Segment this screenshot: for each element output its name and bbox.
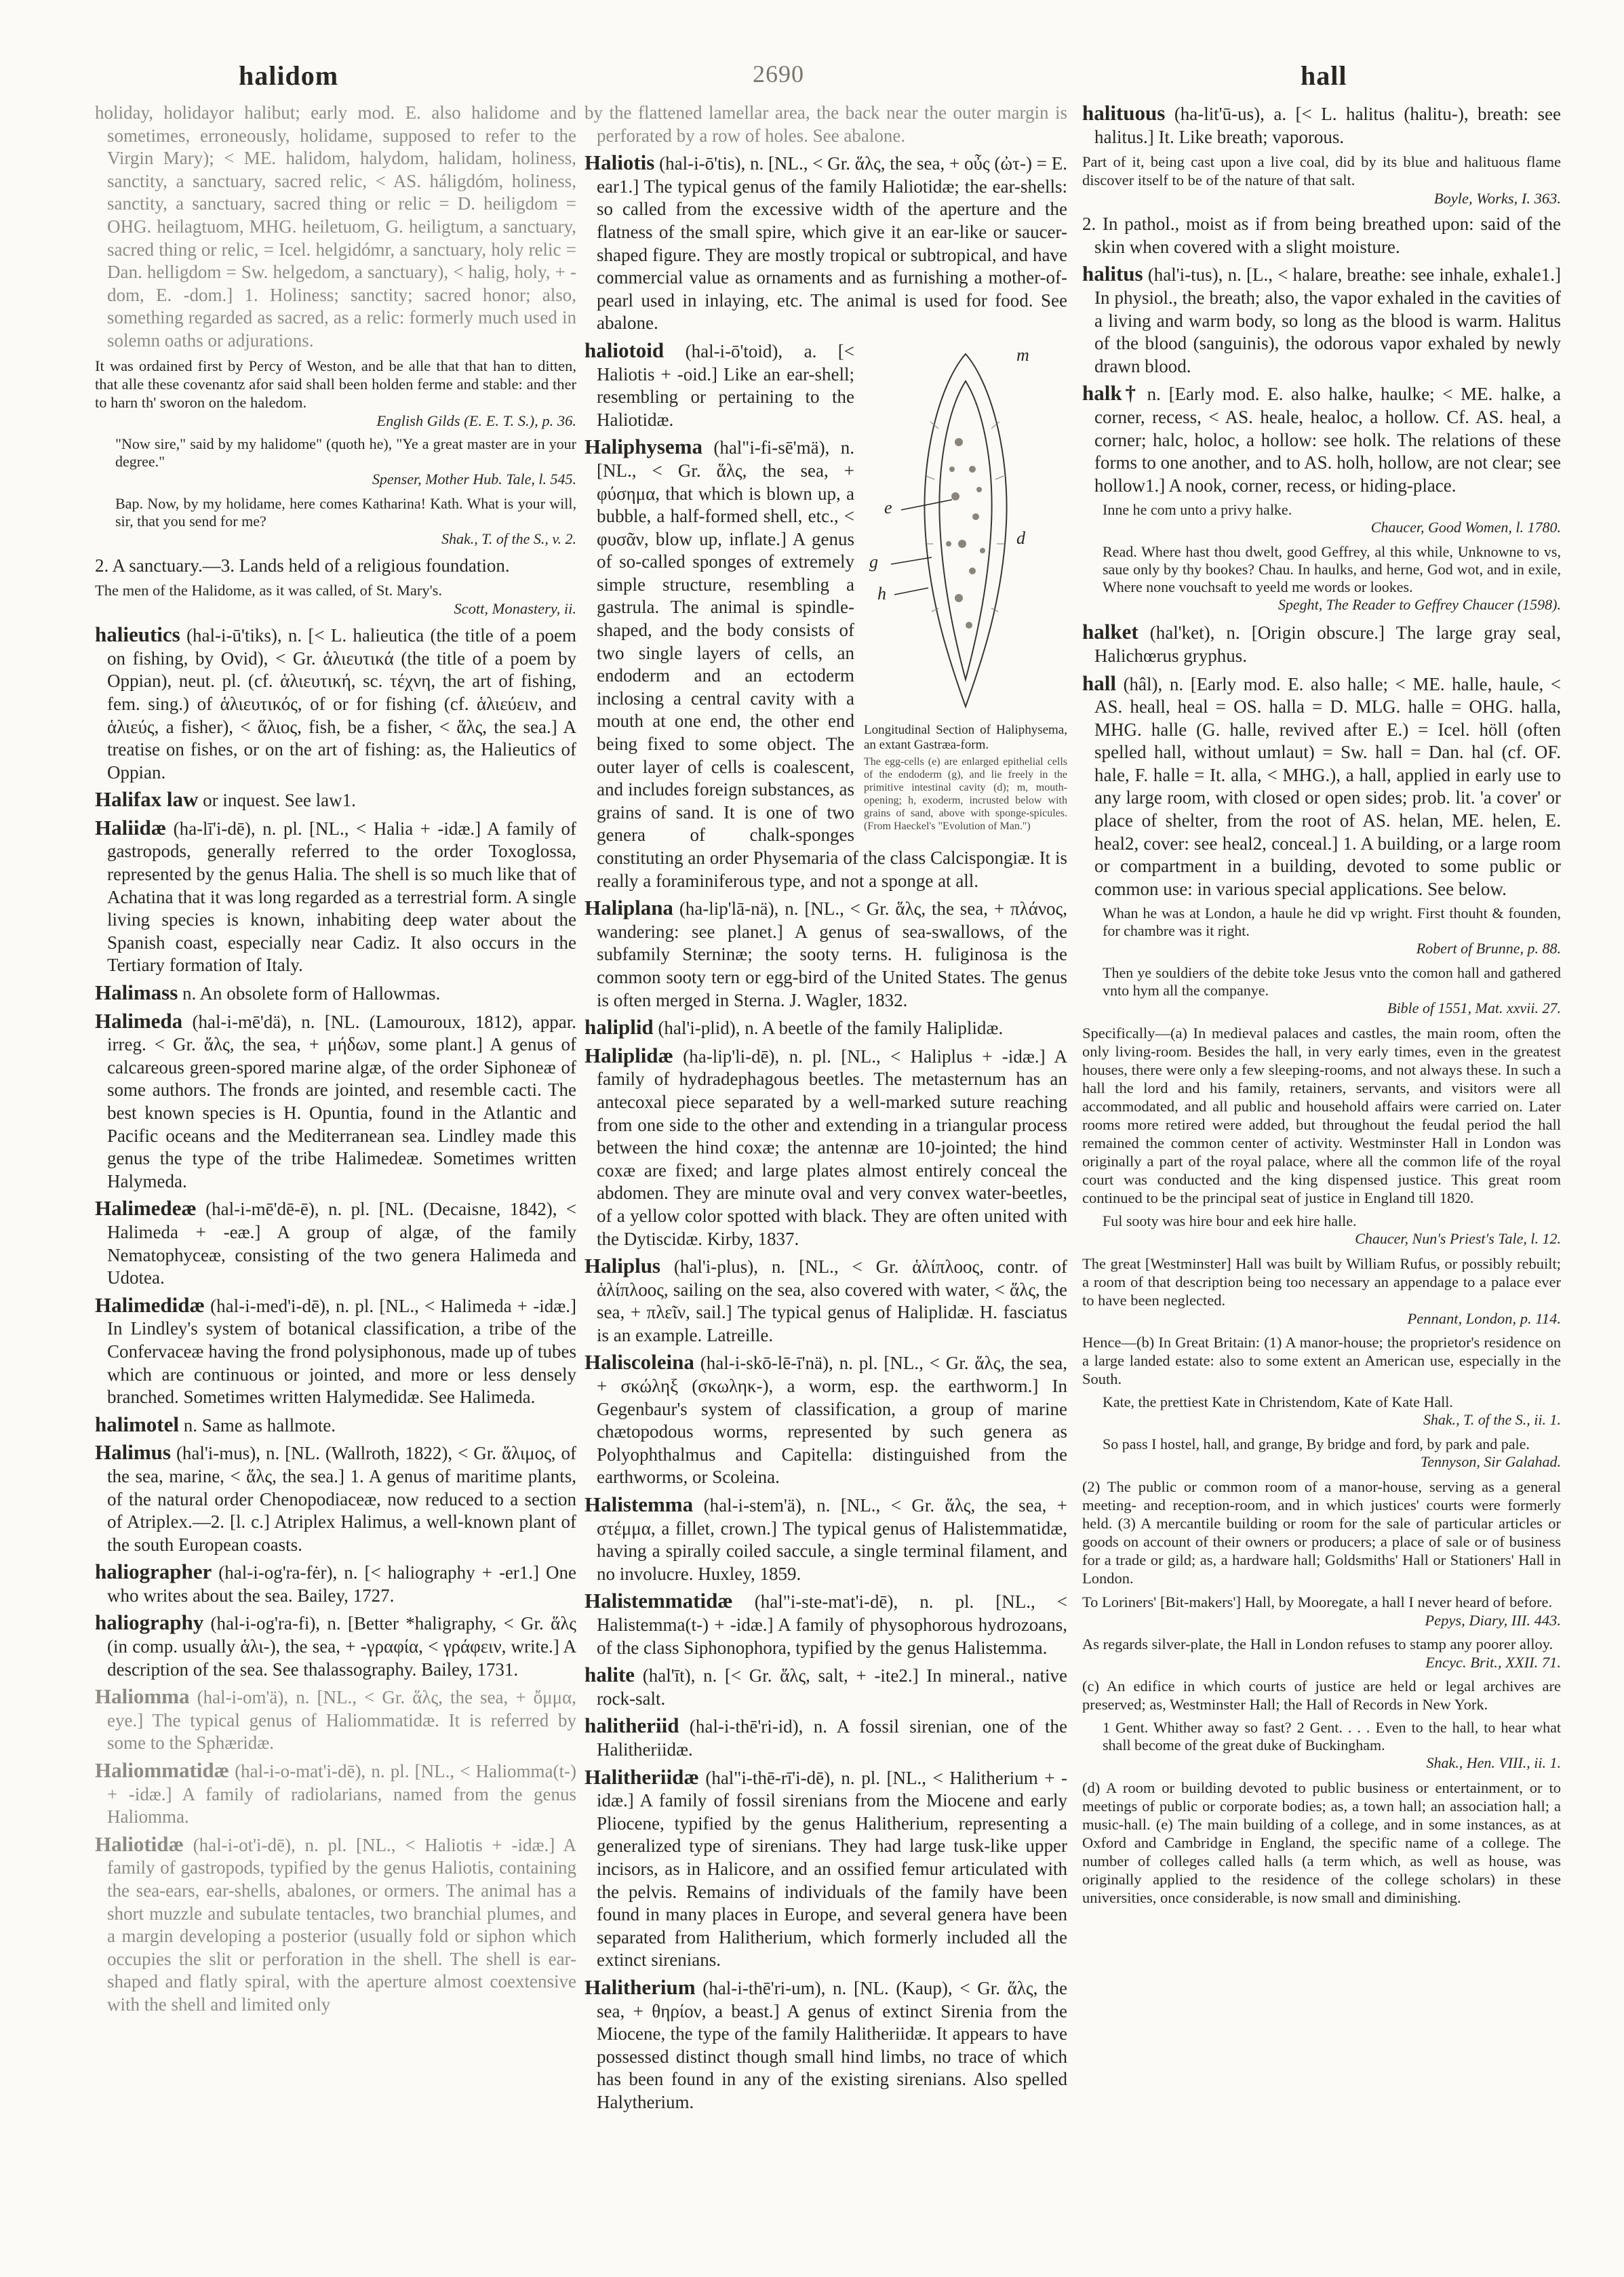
quote-text: Read. Where hast thou dwelt, good Geffrey, al this while, Unknowne to vs, saue only by thy bookes? Chau. In haulks, and herne, God wot, and in exile, Where none vouchsaft to yeeld me words or lookes. [1103,543,1561,596]
quote-text: It was ordained first by Percy of Weston, and be alle that that han to ditten, that alle these covenantz afor said shall been holden ferme and stable: and ther to harn th' sworon on the haledom. [95,357,576,411]
dictionary-entry [585,1254,1067,1347]
dictionary-entry [585,1351,1067,1489]
dictionary-entry [1082,262,1561,378]
quote-text: 1 Gent. Whither away so fast? 2 Gent. . . . Even to the hall, to hear what shall become of the great duke of Buckingham. [1103,1719,1561,1754]
quote-text: Part of it, being cast upon a live coal, did by its blue and halituous flame discover itself to be of the nature of that salt. [1082,153,1561,189]
dictionary-entry [95,623,576,784]
dictionary-entry [95,1197,576,1289]
entry-text: (hal-i-mē'dä), n. [NL. (Lamouroux, 1812), appar. irreg. < Gr. ἅλς, the sea, + μήδων, some plant.] A genus of calcareous green-spored marine algæ, of the order Siphoneæ of some authors. The fronds are jointed, and resemble cacti. The best known species is H. Opuntia, found in the Atlantic and Pacific oceans and the Mediterranean sea. Lindley made this genus the type of the tribe Halimedeæ. Sometimes written Halymeda. [107,1011,576,1191]
quote-text: Hence—(b) In Great Britain: (1) A manor-house; the proprietor's residence on a large landed estate: also to some extent an American use, especially in the South. [1082,1334,1561,1388]
citation-quote [1103,964,1561,1017]
usage-note [1082,1779,1561,1907]
dictionary-entry [1082,102,1561,148]
entry-text: (ha-lit'ū-us), a. [< L. halitus (halitu-), breath: see halitus.] It. Like breath; vaporous. [1094,104,1561,147]
quote-text: Inne he com unto a privy halke. [1103,501,1292,519]
entry-text: (hal-i-og'ra-fėr), n. [< haliography + -er1.] One who writes about the sea. Bailey, 1727. [107,1562,577,1606]
entry-text: n. [Early mod. E. also halke, haulke; < ME. halke, a corner, recess, < AS. heale, healoc, a hollow. Cf. AS. heal, a corner; halc, holoc, a hollow: see holk. The relations of these forms to one another, and to AS. holh, hollow, are not clear; see hollow1.] A nook, corner, recess, or hiding-place. [1094,384,1561,496]
dictionary-entry [585,896,1067,1012]
entry-text: (hal'i-tus), n. [L., < halare, breathe: see inhale, exhale1.] In physiol., the breath; also, the vapor exhaled in the cavities of a living and warm body, so long as the blood is warm. Halitus of the blood (sanguinis), the odorous vapor exhaled by newly drawn blood. [1094,264,1561,376]
dictionary-entry [585,1714,1067,1761]
haliphysema-figure [864,340,1067,833]
usage-note [95,357,576,430]
entry-text: (ha-lī'i-dē), n. pl. [NL., < Halia + -idæ.] A family of gastropods, generally referred to the order Toxoglossa, represented by the genus Halia. The shell is so much like that of Achatina that it was long regarded as a terrestrial form. A single living species is known, inhabiting deep water about the Spanish coast, especially near Cadiz. It also occurs in the Tertiary formation of Italy. [107,818,576,976]
headword: Haliotis [585,151,655,175]
quote-source: Bible of 1551, Mat. xxvii. 27. [1387,999,1561,1017]
headword: Haliplana [585,896,673,920]
quote-source: Pennant, London, p. 114. [1407,1310,1561,1328]
headword: haliotoid [585,338,665,362]
dictionary-entry [95,1759,576,1829]
entry-text: by the flattened lamellar area, the back near the outer margin is perforated by a row of holes. See abalone. [585,102,1067,146]
headword: halite [585,1663,635,1687]
entry-text: (hâl), n. [Early mod. E. also halle; < ME. halle, haule, < AS. heall, heal = OS. halla = D. MLG. halle = OHG. halla, MHG. halle (G. halle, revived after E.) = Icel. höll (often spelled hall, without umlaut) = Sw. hall = Dan. hal (cf. OF. hale, F. halle = It. alla, < MHG.), a hall, applied in early use to any large room, with closed or open sides; prob. lit. 'a cover' or place of shelter, from the root of AS. helan, ME. helen, E. heal2, cover: see heal2, conceal.] 1. A building, or a large room or compartment in a building, devoted to some public or common use: in various special applications. See below. [1094,673,1562,899]
dictionary-entry [95,1441,576,1556]
citation-quote [1103,1212,1561,1248]
dictionary-entry [95,1560,576,1607]
headword: Halitherium [585,1975,696,1999]
entry-text: n. An obsolete form of Hallowmas. [182,983,441,1004]
running-head-left: halidom [239,60,339,91]
entry-text: (hal-i-ū'tiks), n. [< L. halieutica (the title of a poem on fishing, by Ovid), < Gr. ἁλιευτικά (the title of a poem by Oppian), neut. pl. (cf. ἁλιευτική, sc. τέχνη, the art of fishing, fem. sing.) of ἁλιευτικός, of or for fishing (cf. ἁλιεύειν, and ἁλιεύς, a fisher), < ἅλιος, fish, be a fisher, < ἅλς, the sea.] A treatise on fishes, or on the art of fishing: as, the Halieutics of Oppian. [107,625,577,783]
usage-note [1082,1024,1561,1207]
headword: Haliommatidæ [95,1758,230,1783]
headword: haliographer [95,1560,212,1584]
usage-note [95,581,576,618]
dictionary-entry [585,1016,1067,1040]
quote-text: Specifically—(a) In medieval palaces and castles, the main room, often the only living-room. Besides the hall, in very early times, even in the greatest houses, there were only a few sleeping-rooms, and not always these. In such a hall the lord and his family, retainers, servants, and visitors were all accommodated, and all public and household affairs were carried on. Later rooms more retired were added, but throughout the feudal period the hall remained the common center of activity. Westminster Hall in London was originally a part of the royal palace, where all the common life of the royal court was conducted and the king dispensed justice. This great room continued to be the principal seat of justice in England till 1820. [1082,1025,1561,1207]
usage-note [1082,1478,1561,1587]
citation-quote [1103,905,1561,957]
entry-text: (hal"i-thē-rī'i-dē), n. pl. [NL., < Halitherium + -idæ.] A family of fossil sirenians from the Miocene and early Pliocene, typified by the genus Halitherium, representing a generalized type of sirenians. They had large tusk-like upper incisors, as in Halicore, and an ossified femur articulated with the pelvis. Remains of individuals of the family have been found in many places in Europe, and several genera have been separated from Halitherium, which formerly included all the extinct sirenians. [597,1767,1068,1971]
dictionary-entry [585,151,1067,335]
headword: hall [1082,671,1116,695]
running-head-right: hall [1301,60,1347,91]
headword: Halitheriidæ [585,1764,699,1789]
entry-text: (hal-i-mē'dē-ē), n. pl. [NL. (Decaisne, 1842), < Halimeda + -eæ.] A group of algæ, of the family Nematophyceæ, consisting of the two genera Halimeda and Udotea. [107,1199,576,1288]
column-2 [585,102,1067,2118]
entry-text: (hal"i-ste-mat'i-dē), n. pl. [NL., < Halistemma(t-) + -idæ.] A family of physophorous hydrozoans, of the class Siphonophora, typified by the genus Halistemma. [597,1591,1067,1658]
entry-text: (hal'i-plid), n. A beetle of the family Haliplidæ. [658,1018,1004,1039]
dictionary-entry [1082,672,1561,901]
entry-text: (hal-i-og'ra-fi), n. [Better *haligraphy, < Gr. ἅλς (in comp. usually ἁλι-), the sea, + -γραφία, < γράφειν, write.] A description of the sea. See thalassography. Bailey, 1731. [107,1613,576,1680]
dictionary-entry [585,1044,1067,1250]
dictionary-entry [585,1976,1067,2114]
dictionary-entry [95,1833,576,2017]
headword: halimotel [95,1412,179,1436]
quote-text: (d) A room or building devoted to public business or entertainment, or to meetings of public or corporate bodies; as, a town hall; an association hall; a music-hall. (e) The main building of a college, and in some instances, as at Oxford and Cambridge in England, the specific name of a college. The number of colleges called halls (a term which, as well as house, was originally applied to the residence of the college scholars) in these universities, once considerable, is now small and diminishing. [1082,1779,1561,1907]
entry-text: (hal-i-o-mat'i-dē), n. pl. [NL., < Haliomma(t-) + -idæ.] A family of radiolarians, named from the genus Haliomma. [107,1761,576,1827]
entry-text: or inquest. See law1. [203,790,356,811]
headword: Haliplus [585,1254,660,1278]
dictionary-entry [1082,382,1561,497]
quote-source: Scott, Monastery, ii. [454,600,576,618]
quote-text: Kate, the prettiest Kate in Christendom, Kate of Kate Hall. [1103,1393,1453,1411]
figure-note: The egg-cells (e) are enlarged epithelial cells of the endoderm (g), and lie freely in the primitive intestinal cavity (d); m, mouth-opening; h, exoderm, incrusted below with grains of sand, above with sponge-spicules. (From Haeckel's "Evolution of Man.") [864,755,1067,832]
dictionary-entry [95,555,576,578]
headword: Halistemma [585,1492,694,1517]
citation-quote [1103,1436,1561,1471]
headword: halket [1082,620,1138,644]
quote-text: The men of the Halidome, as it was called, of St. Mary's. [95,582,443,599]
entry-text: (hal-i-ō'toid), a. [< Haliotis + -oid.] Like an ear-shell; resembling or pertaining to the Haliotidæ. [597,340,854,430]
quote-source: Robert of Brunne, p. 88. [1416,940,1561,957]
entry-text: (ha-lip'li-dē), n. pl. [NL., < Haliplus + -idæ.] A family of hydradephagous beetles. The metasternum has an antecoxal piece separated by a well-marked suture reaching from one side to the other and extending in a triangular process between the hind coxæ; the antennæ are 10-jointed; the hind coxæ are fixed; and large plates almost entirely conceal the abdomen. They are minute oval and very convex water-beetles, of a yellow color spotted with black. They are often united with the Dytiscidæ. Kirby, 1837. [597,1046,1067,1249]
citation-quote [1103,1393,1561,1429]
dictionary-entry [585,1493,1067,1585]
label-m: m [1016,344,1029,365]
entry-text: (hal'i-mus), n. [NL. (Wallroth, 1822), < Gr. ἅλιμος, of the sea, marine, < ἅλς, the sea.] 1. A genus of maritime plants, of the natural order Chenopodiaceæ, now reduced to a section of Atriplex.—2. [l. c.] Atriplex Halimus, a well-known plant of the south European coasts. [107,1443,576,1555]
entry-text: n. Same as hallmote. [183,1414,336,1436]
entry-text: (hal-i-thē'ri-um), n. [NL. (Kaup), < Gr. ἅλς, the sea, + θηρίον, a beast.] A genus of extinct Sirenia from the Miocene, the type of the family Halitheriidæ. It appears to have possessed distinct though small hind limbs, no trace of which has been found in any of the existing sirenians. Also spelled Halytherium. [597,1977,1067,2112]
headword: Haliplidæ [585,1043,673,1067]
headword: Haliscoleina [585,1350,694,1374]
quote-source: Chaucer, Nun's Priest's Tale, l. 12. [1355,1230,1561,1248]
inner-cavity-outline [939,381,991,679]
citation-quote [115,435,576,488]
usage-note [1082,1333,1561,1388]
label-g: g [869,551,878,572]
usage-note [1082,153,1561,207]
quote-source: Spenser, Mother Hub. Tale, l. 545. [372,470,576,488]
quote-source: Boyle, Works, I. 363. [1433,190,1561,207]
quote-text: Ful sooty was hire bour and eek hire halle. [1103,1212,1357,1230]
dictionary-entry [95,1413,576,1438]
entry-text: (hal-i-ō'tis), n. [NL., < Gr. ἅλς, the sea, + οὖς (ὠτ-) = E. ear1.] The typical genus of the family Haliotidæ; the ear-shells: so called from the excessive width of the aperture and the flatness of the small spire, which give it an ear-like or saucer-shaped figure. They are mostly tropical or subtropical, and have commercial value as ornaments and as furnishing a mother-of-pearl used in inlaying, etc. The animal is used for food. See abalone. [597,153,1067,334]
haliphysema-illustration [864,340,1067,720]
label-e: e [884,497,892,517]
headword: haliplid [585,1015,654,1040]
dictionary-entry [95,1611,576,1681]
dictionary-entry [585,1663,1067,1710]
quote-source: Shak., Hen. VIII., ii. 1. [1426,1754,1561,1772]
usage-note [1082,1593,1561,1629]
headword: halitheriid [585,1714,679,1738]
quote-text: (2) The public or common room of a manor-house, serving as a general meeting- and reception-room, and in which justices' courts were formerly held. (3) A mercantile building or room for the sale of particular articles or goods on account of their owners or producers; a place of sale or of business for a trade or gild; as, a hardware hall; Goldsmiths' Hall or Stationers' Hall in London. [1082,1478,1561,1587]
entry-text: 2. In pathol., moist as if from being breathed upon: said of the skin when covered with a slight moisture. [1082,214,1561,257]
entry-text: (hal"i-fi-sē'mä), n. [NL., < Gr. ἅλς, the sea, + φύσημα, that which is blown up, a bubble, a half-formed shell, etc., < φυσᾶν, blow up, inflate.] A genus of so-called sponges of extremely simple structure, resembling a gastrula. The animal is spindle-shaped, and the body consists of two single layers of cells, an endoderm and an ectoderm inclosing a central cavity with a mouth at one end, the other end being fixed to some object. The outer layer of cells is coalescent, and includes foreign substances, as grains of sand. It is one of two genera of chalk-sponges constituting an order Physemaria of the class Calcispongiæ. It is really a foraminiferous type, and not a sponge at all. [597,437,1067,891]
headword: Halimedeæ [95,1196,197,1221]
entry-text: (hal-i-stem'ä), n. [NL., < Gr. ἅλς, the sea, + στέμμα, a fillet, crown.] The typical genus of Halistemmatidæ, having a spirally coiled saccule, a single terminal filament, and no involucre. Huxley, 1859. [597,1495,1068,1584]
entry-text: (hal-i-ot'i-dē), n. pl. [NL., < Haliotis + -idæ.] A family of gastropods, typified by the genus Haliotis, containing the sea-ears, ear-shells, abalones, or ormers. The animal has a short muzzle and subulate tentacles, two branchial plumes, and a margin developing a posterior (usually fold or siphon which occupies the slit or perforation in the shell. The shell is ear-shaped and flatly spiral, with the aperture almost coextensive with the shell and limited only [107,1834,576,2015]
headword: Halimeda [95,1008,183,1033]
dictionary-entry [585,1589,1067,1659]
quote-text: Then ye souldiers of the debite toke Jesus vnto the comon hall and gathered vnto hym all the companye. [1103,964,1561,999]
quote-text: So pass I hostel, hall, and grange, By bridge and ford, by park and pale. [1103,1436,1530,1453]
entry-text: (ha-lip'lā-nä), n. [NL., < Gr. ἅλς, the sea, + πλάνος, wandering: see planet.] A genus of sea-swallows, of the subfamily Sterninæ; the sooty terns. H. fuliginosa is the common sooty tern or egg-bird of the United States. The genus is often merged in Sterna. J. Wagler, 1832. [597,898,1067,1010]
entry-text: (hal'īt), n. [< Gr. ἅλς, salt, + -ite2.] In mineral., native rock-salt. [597,1665,1067,1709]
column-1 [95,102,576,2021]
quote-source: Chaucer, Good Women, l. 1780. [1370,519,1561,536]
entry-text: 2. A sanctuary.—3. Lands held of a religious foundation. [95,555,510,576]
dictionary-entry [95,1010,576,1193]
dictionary-entry [585,102,1067,147]
quote-text: Bap. Now, by my holidame, here comes Katharina! Kath. What is your will, sir, that you send for me? [115,494,576,530]
headword: Haliidæ [95,815,167,839]
entry-text: (hal'ket), n. [Origin obscure.] The large gray seal, Halichœrus gryphus. [1094,622,1561,666]
headword: Halistemmatidæ [585,1589,733,1613]
label-d: d [1016,528,1025,548]
label-h: h [877,583,886,603]
dictionary-entry [95,816,576,977]
dictionary-entry [95,1685,576,1755]
headword: Haliomma [95,1684,190,1709]
quote-source: Encyc. Brit., XXII. 71. [1425,1654,1561,1671]
headword: Halifax law [95,787,199,812]
headword: halitus [1082,262,1143,286]
citation-quote [1103,543,1561,614]
usage-note [1082,1635,1561,1671]
quote-source: Tennyson, Sir Galahad. [1421,1453,1561,1471]
entry-text: (hal-i-om'ä), n. [NL., < Gr. ἅλς, the sea, + ὄμμα, eye.] The typical genus of Haliommatidæ. It is referred by some to the Sphæridæ. [107,1687,576,1754]
headword: Halimass [95,981,178,1005]
quote-source: English Gilds (E. E. T. S.), p. 36. [376,412,576,429]
entry-text: (hal-i-thē'ri-id), n. A fossil sirenian, one of the Halitheriidæ. [597,1716,1067,1760]
column-3 [1082,102,1561,1912]
entry-text: (hal'i-plus), n. [NL., < Gr. ἁλίπλοος, contr. of ἁλίπλοος, sailing on the sea, also covered with water, < ἅλς, the sea, + πλεῖν, sail.] The typical genus of Haliplidæ. H. fasciatus is an example. Latreille. [597,1256,1067,1345]
usage-note [1082,1677,1561,1714]
usage-note [1082,1254,1561,1328]
citation-quote [115,495,576,548]
dictionary-entry [585,1766,1067,1972]
quote-text: "Now sire," said by my halidome" (quoth he), "Ye a great master are in your degree." [115,435,576,470]
figure-caption: Longitudinal Section of Haliphysema, an extant Gastræa-form. [864,722,1067,752]
quote-source: Shak., T. of the S., v. 2. [441,530,576,547]
entry-text: holiday, holidayor halibut; early mod. E. also halidome and sometimes, erroneously, holidame, supposed to refer to the Virgin Mary); < ME. halidom, halydom, halidam, holiness, sanctity, a sanctuary, sacred relic, < AS. háligdóm, holiness, sanctity, a sanctuary, sacred thing or relic = D. heiligdom = OHG. heilagtuom, MHG. heiletuom, G. heiligtum, a sanctuary, sacred thing or relic, = Icel. helgidómr, a sanctuary, holy relic = Dan. helligdom = Sw. helgedom, a sanctuary), < halig, holy, + -dom, E. -dom.] 1. Holiness; sanctity; sacred honor; also, something regarded as sacred, as a relic: formerly much used in solemn oaths or adjurations. [95,102,576,351]
headword: Halimedidæ [95,1292,205,1317]
entry-text: (hal-i-med'i-dē), n. pl. [NL., < Halimeda + -idæ.] In Lindley's system of botanical classification, a tribe of the Confervaceæ having the frond polysiphonous, made up of tubes which are continuous or jointed, and more or less densely branched. Sometimes written Halymedidæ. See Halimeda. [107,1295,577,1408]
quote-source: Shak., T. of the S., ii. 1. [1423,1411,1561,1429]
quote-text: To Loriners' [Bit-makers'] Hall, by Mooregate, a hall I never heard of before. [1082,1593,1553,1611]
quote-source: Speght, The Reader to Geffrey Chaucer (1598). [1278,596,1561,614]
quote-text: The great [Westminster] Hall was built by William Rufus, or possibly rebuilt; a room of that description being too necessary an appendage to a palace ever to have been neglected. [1082,1255,1561,1309]
headword: Halimus [95,1440,171,1465]
quote-text: Whan he was at London, a haule he did vp wright. First thouht & founden, for chambre was it right. [1103,905,1561,940]
page-number: 2690 [753,60,804,87]
quote-text: (c) An edifice in which courts of justice are held or legal archives are preserved; as, Westminster Hall; the Hall of Records in New York. [1082,1678,1561,1714]
dictionary-entry [95,981,576,1006]
outer-body-outline [924,354,1006,707]
headword: Haliotidæ [95,1832,184,1856]
quote-text: As regards silver-plate, the Hall in London refuses to stamp any poorer alloy. [1082,1636,1553,1653]
headword: haliography [95,1610,204,1635]
headword: halieutics [95,622,180,647]
dictionary-entry [95,1294,576,1409]
citation-quote [1103,501,1561,536]
dictionary-entry [95,102,576,353]
entry-text: (hal-i-skō-lē-ī'nä), n. pl. [NL., < Gr. ἅλς, the sea, + σκώληξ (σκωληκ-), a worm, esp. the earthworm.] In Gegenbaur's system of classification, a group of marine chætopodous worms, represented by such genera as Polyophthalmus and Capitella: distinguished from the earthworms, or Scoleina. [597,1353,1067,1488]
quote-source: Pepys, Diary, III. 443. [1425,1612,1561,1629]
dictionary-entry [95,788,576,812]
dictionary-entry [1082,620,1561,667]
headword: Haliphysema [585,435,702,459]
dictionary-entry [1082,213,1561,258]
citation-quote [1103,1719,1561,1772]
headword: halk† [1082,381,1139,405]
headword: halituous [1082,101,1166,125]
